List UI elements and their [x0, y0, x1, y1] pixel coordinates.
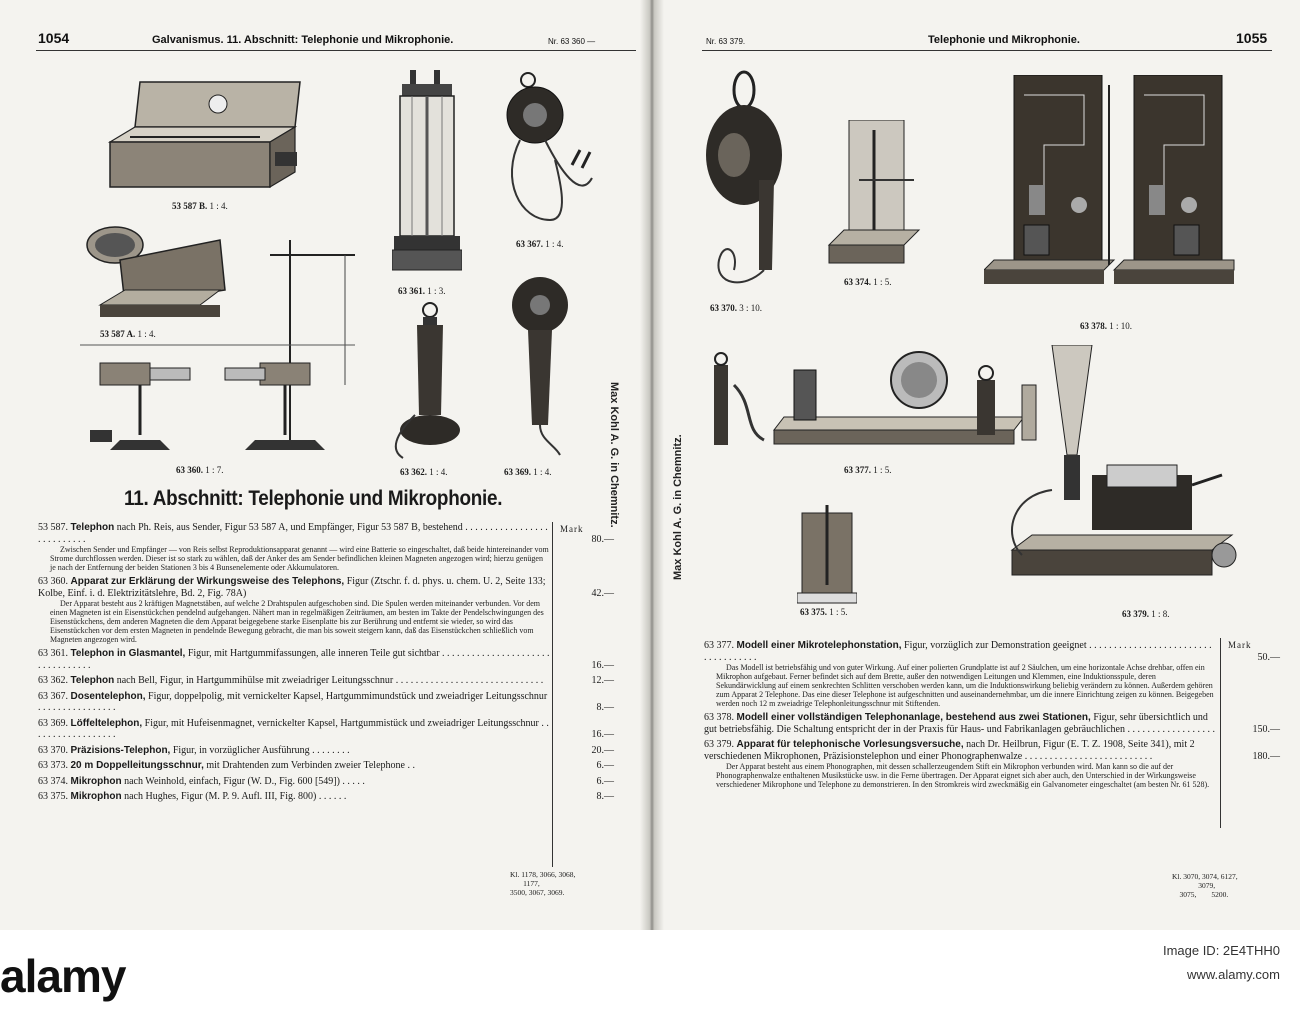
left-head-rule [36, 50, 636, 51]
catalog-entry [704, 640, 1280, 708]
entry-text: nach Hughes, Figur (M. P. 9. Aufl. III, Fig. 800) . . . . . . [121, 791, 347, 802]
caption-63360: 63 360. 1 : 7. [176, 465, 224, 475]
left-page [0, 0, 648, 930]
caption-63367: 63 367. 1 : 4. [516, 239, 564, 249]
catalog-entry [38, 776, 614, 788]
entry-name: Mikrophon [70, 791, 122, 802]
spine-text-right: Max Kohl A. G. in Chemnitz. [672, 434, 684, 580]
entry-description: Der Apparat besteht aus 2 kräftigen Magnetstäben, auf welche 2 Drahtspulen aufgeschoben sind. Die Spulen werden miteinander verbunden. Vor dem einen Magneten ist ein Eisenstückchen pendelnd aufgehangen. Nähert man in regelmäßigen Zeiträumen, am besten im Takte der Pendelschwingungen des Eisenstückchens, dem anderen Magneten die dem Apparat beigegebene starke Eisenplatte bis zur Berührung und entfernt sie wieder, so wird das Eisenstückchen vor dem ersten Magneten in pendelnde Bewegung gebracht, die man bis soweit steigern kann, daß das Eisenstückchen schließlich vom Magneten angezogen wird. [50, 599, 544, 644]
bell-telephone-illustration-icon [385, 300, 475, 465]
catalog-entry [38, 648, 614, 671]
entry-name: Modell einer vollständigen Telephonanlage, bestehend aus zwei Stationen, [736, 712, 1091, 723]
entry-number: 63 374. [38, 775, 68, 787]
entry-price: 8.— [596, 791, 614, 802]
entry-name: Telephon in Glasmantel, [70, 648, 186, 659]
entry-text: nach Ph. Reis, aus Sender, Figur 53 587 A, und Empfänger, Figur 53 587 B, bestehend . . . . . . . . . . . . . . . . . . . . . . . . . . . [38, 522, 548, 545]
open-box-illustration-icon [100, 72, 310, 202]
catalog-entry [38, 675, 614, 687]
right-head-rule [702, 50, 1272, 51]
figure-63367 [500, 70, 600, 235]
spine-text-left: Max Kohl A. G. in Chemnitz. [608, 382, 620, 528]
entry-description: Zwischen Sender und Empfänger — von Reis selbst Reproduktionsapparat genannt — wird eine Batterie so eingeschaltet, daß beide hintereinander vom Strome durchflossen werden. Dieser ist so stark zu wählen, daß der Anker des am Sender befindlichen kleinen Magneten angezogen wird; hierzu genügen je nach der Entfernung der beiden Stationen 3 bis 4 Bunsenelemente oder Akkumulatoren. [50, 545, 549, 572]
caption-63370: 63 370. 3 : 10. [710, 303, 763, 313]
entry-name: Mikrophon [70, 775, 122, 787]
entry-name: Telephon [70, 522, 115, 533]
caption-53587b: 53 587 B. 1 : 4. [172, 201, 228, 211]
entry-text: Figur (Ztschr. f. d. phys. u. chem. U. 2, Seite 133; Kolbe, Einf. i. d. Elektrizitätslehre, Bd. 2, Fig. 78A) [38, 576, 546, 599]
catalog-entry [38, 791, 614, 803]
figure-63361 [392, 70, 462, 280]
entry-text: Figur, doppelpolig, mit vernickelter Kapsel, Hartgummimundstück und zweiadriger Leitungsschnur . . . . . . . . . . . . . . . . [38, 690, 548, 713]
entry-price: 12.— [591, 675, 614, 686]
entry-price: 80.— [591, 534, 614, 545]
entry-name: Dosentelephon, [70, 690, 146, 702]
figure-63374 [824, 120, 924, 275]
left-kl-reference: Kl. 1178, 3066, 3068, 1177, 3500, 3067, 3069. [510, 870, 576, 897]
caption-63369: 63 369. 1 : 4. [504, 467, 552, 477]
caption-63375: 63 375. 1 : 5. [800, 607, 848, 617]
entry-text: Figur, vorzüglich zur Demonstration geeignet . . . . . . . . . . . . . . . . . . . . . . . . . . . . . . . . . . . . [704, 640, 1212, 663]
left-running-head: Galvanismus. 11. Abschnitt: Telephonie und Mikrophonie. [152, 34, 454, 46]
entry-price: 42.— [591, 588, 614, 599]
section-title: 11. Abschnitt: Telephonie und Mikrophonie. [124, 487, 503, 510]
hughes-microphone-illustration-icon [797, 505, 857, 605]
entry-price: 150.— [1252, 723, 1280, 735]
catalog-entry [704, 739, 1280, 789]
caption-63379: 63 379. 1 : 8. [1122, 609, 1170, 619]
entry-price: 8.— [596, 702, 614, 713]
entry-price: 20.— [591, 744, 614, 756]
right-running-number: Nr. 63 379. [706, 37, 746, 46]
entry-name: Telephon [70, 675, 115, 686]
catalog-entry [38, 691, 614, 714]
catalog-entry [38, 576, 614, 644]
right-page [652, 0, 1300, 930]
entry-price: 180.— [1252, 751, 1280, 762]
caption-53587a: 53 587 A. 1 : 4. [100, 329, 156, 339]
entry-number: 63 370. [38, 744, 68, 756]
right-kl-reference: Kl. 3070, 3074, 6127, 3079, 3075, 5200. [1172, 872, 1238, 899]
entry-name: Präzisions-Telephon, [70, 744, 171, 756]
entry-number: 53 587. [38, 522, 68, 533]
watermark-band [0, 930, 1300, 1019]
entry-name: Löffeltelephon, [70, 717, 143, 729]
left-page-number: 1054 [38, 30, 70, 46]
alamy-logo: alamy [0, 950, 126, 1002]
entry-price: 6.— [596, 775, 614, 787]
entry-text: Figur, in vorzüglicher Ausführung . . . . . . . . [170, 744, 350, 756]
book-gutter [640, 0, 664, 930]
magnet-coils-illustration-icon [60, 235, 360, 460]
dose-telephone-illustration-icon [500, 70, 600, 235]
caption-63377: 63 377. 1 : 5. [844, 465, 892, 475]
right-entries [704, 640, 1280, 793]
catalog-entry [38, 522, 614, 572]
image-id: Image ID: 2E4THH0 [1162, 943, 1280, 958]
entry-text: Figur, mit Hartgummifassungen, alle inneren Teile gut sichtbar . . . . . . . . . . . . . . . . . . . . . . . . . . . . . . . . . [38, 648, 550, 671]
entry-name: Modell einer Mikrotelephonstation, [736, 640, 902, 651]
left-entries [38, 522, 614, 807]
figure-63369 [500, 275, 580, 460]
entry-description: Der Apparat besteht aus einem Phonographen, mit dessen schallerzeugendem Stift ein Mikrophon verbunden wird. Man kann so die auf der Phonographenwalze enthaltenen Musikstücke usw. in die Ferne übertragen. Der Apparat eignet sich aber auch, den Unterschied in der Wirkungsweise verschiedener Mikrophone und Telephone zu demonstrieren. In den Stromkreis wird zweckmäßig ein Galvanometer eingeschaltet (am besten Nr. 61 528). [716, 762, 1210, 789]
website: www.alamy.com [1187, 967, 1280, 982]
entry-number: 63 378. [704, 712, 734, 723]
caption-63362: 63 362. 1 : 4. [400, 467, 448, 477]
right-running-head: Telephonie und Mikrophonie. [928, 34, 1080, 46]
entry-number: 63 362. [38, 675, 68, 686]
entry-text: nach Bell, Figur, in Hartgummihülse mit zweiadriger Leitungsschnur . . . . . . . . . . . . . . . . . . . . . . . . . . . . . . [114, 675, 544, 686]
figure-63362 [385, 300, 475, 465]
entry-text: Figur, sehr übersichtlich und gut betriebsfähig. Die Schaltung entspricht der in der Praxis für Haus- und Fabrikanlagen gebräuchlichen . . . . . . . . . . . . . . . . . . [704, 712, 1215, 735]
right-page-number: 1055 [1236, 30, 1268, 46]
figure-63360 [60, 235, 360, 460]
entry-price: 16.— [591, 729, 614, 740]
left-mark-label: Mark [560, 524, 584, 534]
spoon-telephone-illustration-icon [500, 275, 580, 460]
precision-telephone-illustration-icon [704, 70, 784, 295]
entry-number: 63 369. [38, 717, 68, 729]
entry-number: 63 367. [38, 690, 68, 702]
entry-text: nach Weinhold, einfach, Figur (W. D., Fig. 600 [549]) . . . . . [121, 775, 365, 787]
entry-name: Apparat zur Erklärung der Wirkungsweise des Telephons, [70, 576, 345, 587]
phonograph-apparatus-illustration-icon [992, 345, 1242, 605]
glass-telephone-illustration-icon [392, 70, 462, 280]
entry-number: 63 360. [38, 576, 68, 587]
catalog-entry [38, 760, 614, 772]
entry-price: 16.— [591, 659, 614, 671]
telephone-stations-illustration-icon [984, 75, 1236, 290]
entry-price: 6.— [596, 760, 614, 771]
catalog-entry [38, 718, 614, 741]
entry-text: mit Drahtenden zum Verbinden zweier Telephone . . [203, 760, 415, 771]
entry-number: 63 375. [38, 791, 68, 802]
entry-number: 63 377. [704, 640, 734, 651]
entry-text: nach Dr. Heilbrun, Figur (E. T. Z. 1908, Seite 341), mit 2 verschiedenen Mikrophonen, Präzisionstelephon und einer Phonographenwalze . . . . . . . . . . . . . . . . . . . . . . . . . . [704, 739, 1195, 762]
entry-description: Das Modell ist betriebsfähig und von guter Wirkung. Auf einer polierten Grundplatte ist auf 2 Säulchen, um eine horizontale Achse drehbar, offen ein Mikrophon aufgebaut. Ferner befindet sich auf dem Brette, außer den notwendigen Leitungen und Klemmen, eine Induktionsspule, deren Sekundärwicklung auf einem senkrechten Schlitten verschoben werden kann, um die Induktionswirkung beliebig verändern zu können. Außerdem gehören zum Apparat 2 Telephone. Das eine dieser Telephone ist aufgeschnitten und auseinandernehmbar, um die innere Einrichtung zeigen zu können. Beigegeben werden noch 12 m zweiadrige Telephonleitungsschnur mit Stiftenden. [716, 663, 1214, 708]
caption-63361: 63 361. 1 : 3. [398, 286, 446, 296]
figure-63375 [797, 505, 857, 605]
figure-63379 [992, 345, 1242, 605]
caption-63378: 63 378. 1 : 10. [1080, 321, 1133, 331]
entry-number: 63 379. [704, 739, 734, 750]
entry-text: Figur, mit Hufeisenmagnet, vernickelter Kapsel, Hartgummistück und zweiadriger Leitungsschnur . . . . . . . . . . . . . . . . . . [38, 717, 549, 740]
catalog-entry [38, 745, 614, 757]
entry-number: 63 373. [38, 760, 68, 771]
caption-63374: 63 374. 1 : 5. [844, 277, 892, 287]
entry-name: 20 m Doppelleitungsschnur, [70, 760, 204, 771]
figure-53587b [100, 72, 310, 202]
weinhold-microphone-illustration-icon [824, 120, 924, 275]
catalog-entry [704, 712, 1280, 735]
figure-63378 [984, 75, 1236, 290]
figure-63370 [704, 70, 784, 295]
entry-number: 63 361. [38, 648, 68, 659]
entry-price: 50.— [1257, 652, 1280, 663]
right-mark-label: Mark [1228, 640, 1252, 650]
entry-name: Apparat für telephonische Vorlesungsversuche, [736, 739, 964, 750]
left-running-number: Nr. 63 360 — [548, 37, 596, 46]
